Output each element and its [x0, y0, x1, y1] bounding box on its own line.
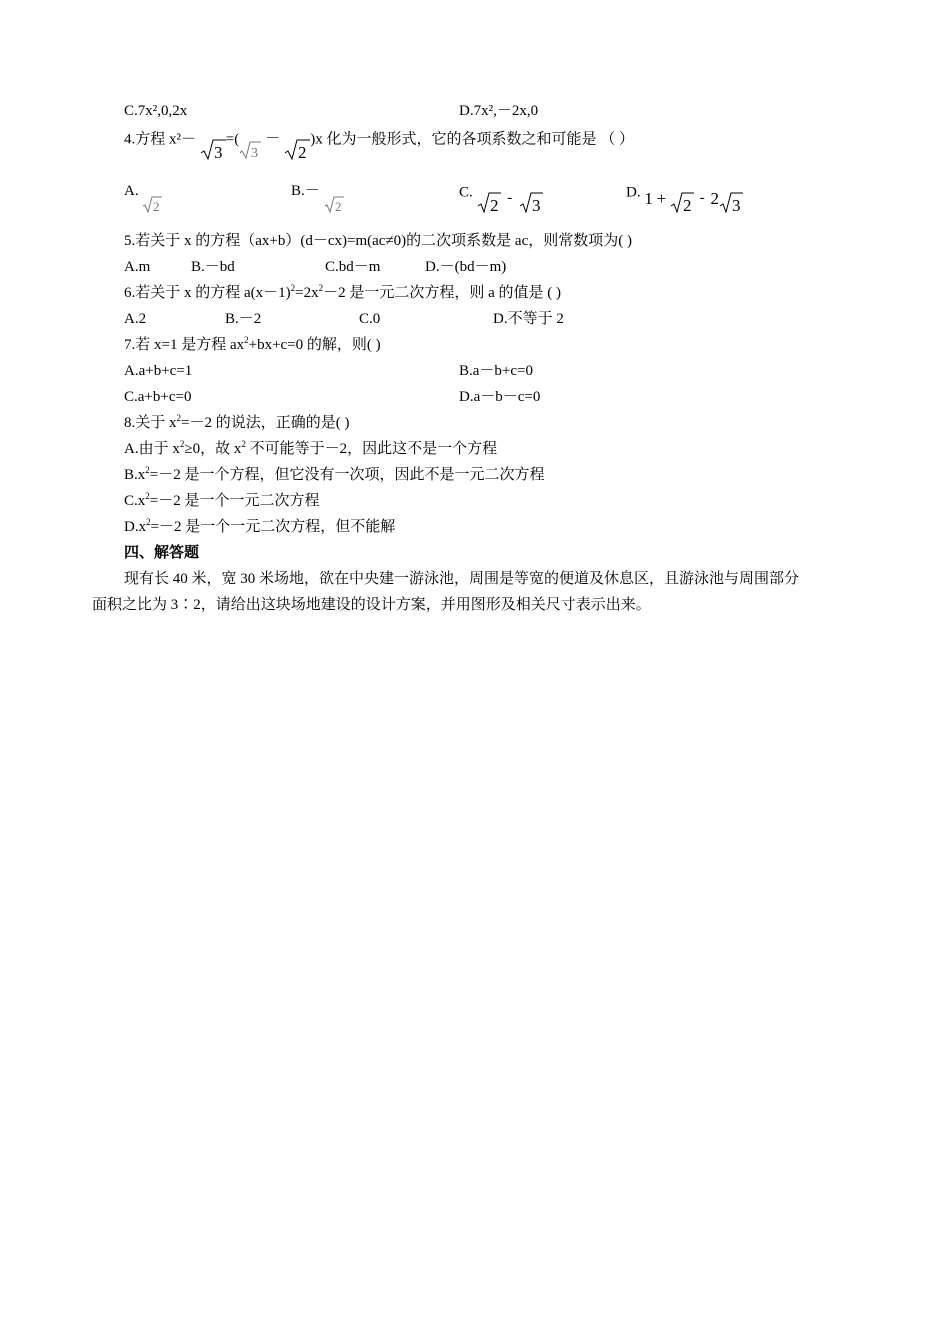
- q4-option-b-label: B.－: [291, 183, 320, 199]
- q6-stem-part-a: 6.若关于 x 的方程 a(x－1): [124, 285, 291, 301]
- problem-paragraph-line-1: 现有长 40 米，宽 30 米场地，欲在中央建一游泳池，周围是等宽的便道及休息区，且游泳池与周围部分: [124, 571, 800, 587]
- sqrt2-symbol: [477, 191, 501, 215]
- q4-stem-part-b: =(: [225, 131, 240, 148]
- q7-stem: [124, 335, 381, 355]
- q8-option-a-part-a: A.由于 x: [124, 441, 180, 457]
- q4-option-d: [626, 181, 743, 215]
- sqrt3-small-radicand: 3: [251, 146, 259, 161]
- sqrt3-radicand: 3: [532, 196, 541, 215]
- sqrt3-symbol: [519, 191, 543, 215]
- q7-option-d: D.a－b－c=0: [459, 389, 541, 405]
- q6-option-c: C.0: [359, 311, 381, 327]
- q7-option-c: C.a+b+c=0: [124, 389, 192, 405]
- q8-option-c: [124, 491, 319, 511]
- superscript-2: 2: [145, 491, 150, 501]
- q6-stem-part-b: =2x: [295, 285, 319, 301]
- q6-option-d: D.不等于 2: [493, 311, 564, 327]
- plus-sign: +: [656, 189, 667, 209]
- q5-option-c: C.bd－m: [325, 259, 381, 275]
- q8-stem: [124, 413, 349, 433]
- section-heading: 四、解答题: [124, 545, 200, 561]
- sqrt2-symbol: [284, 138, 310, 162]
- sqrt2-symbol: [670, 191, 694, 215]
- sqrt2-radicand: 2: [298, 143, 307, 162]
- q8-option-b: [124, 465, 544, 485]
- q8-option-c-part-b: =－2 是一个一元二次方程: [149, 493, 320, 509]
- q3-option-d: D.7x²,－2x,0: [459, 103, 539, 119]
- q4-stem-part-a: 4.方程 x²－: [124, 131, 196, 148]
- q4-option-c: [459, 181, 543, 215]
- q6-stem-part-c: －2 是一元二次方程，则 a 的值是 ( ): [323, 285, 562, 301]
- sqrt3-small-symbol: [239, 139, 261, 161]
- q3-option-c: C.7x²,0,2x: [124, 103, 188, 119]
- q8-option-d: [124, 517, 395, 537]
- sqrt3-symbol: [719, 191, 743, 215]
- q4-stem-part-d: )x 化为一般形式，它的各项系数之和可能是 （ ）: [310, 131, 634, 148]
- q5-stem: 5.若关于 x 的方程（ax+b）(d－cx)=m(ac≠0)的二次项系数是 ac，则常数项为( ): [124, 233, 632, 249]
- q7-option-b: B.a－b+c=0: [459, 363, 533, 379]
- q4-option-a: [124, 181, 162, 214]
- q4-option-a-label: A.: [124, 183, 139, 199]
- minus-sign: -: [699, 190, 705, 207]
- q4-option-c-label: C.: [459, 184, 473, 201]
- sqrt2-small-radicand: 2: [334, 198, 342, 214]
- q8-option-a: [124, 439, 497, 459]
- superscript-2: 2: [290, 283, 296, 293]
- q8-option-a-part-b: ≥0，故 x: [184, 441, 242, 457]
- q7-stem-part-a: 7.若 x=1 是方程 ax: [124, 337, 245, 353]
- q8-option-d-part-a: D.x: [124, 519, 147, 535]
- q6-option-b: B.－2: [225, 311, 262, 327]
- q4-stem: [124, 128, 634, 162]
- q4-option-d-label: D.: [626, 184, 641, 201]
- superscript-2: 2: [241, 439, 246, 449]
- q5-option-a: A.m: [124, 259, 151, 275]
- sqrt3-radicand: 3: [731, 196, 741, 215]
- q8-option-b-part-b: =－2 是一个方程，但它没有一次项，因此不是一元二次方程: [149, 467, 545, 483]
- q5-option-b: B.－bd: [191, 259, 235, 275]
- one-term: 1: [644, 189, 653, 209]
- q6-stem: [124, 283, 561, 303]
- sqrt2-small-symbol: [142, 194, 162, 214]
- sqrt2-radicand: 2: [682, 196, 692, 215]
- sqrt2-small-radicand: 2: [153, 198, 160, 214]
- q8-stem-part-a: 8.关于 x: [124, 415, 177, 431]
- superscript-2: 2: [146, 517, 151, 527]
- sqrt2-radicand: 2: [489, 196, 499, 215]
- q7-option-a: A.a+b+c=1: [124, 363, 193, 379]
- q7-stem-part-b: +bx+c=0 的解，则( ): [248, 337, 381, 353]
- q8-option-c-part-a: C.x: [124, 493, 146, 509]
- q6-option-a: A.2: [124, 311, 147, 327]
- problem-paragraph-line-2: 面积之比为 3∶2，请给出这块场地建设的设计方案，并用图形及相关尺寸表示出来。: [92, 597, 651, 613]
- superscript-2: 2: [179, 439, 185, 449]
- q8-stem-part-b: =－2 的说法，正确的是( ): [181, 415, 350, 431]
- superscript-2: 2: [176, 413, 182, 423]
- superscript-2: 2: [145, 465, 150, 475]
- q4-stem-part-c: －: [265, 131, 281, 148]
- superscript-2: 2: [244, 335, 249, 345]
- sqrt2-small-symbol: [324, 194, 344, 214]
- sqrt3-radicand: 3: [213, 143, 223, 162]
- minus-sign: -: [507, 190, 513, 207]
- q5-option-d: D.－(bd－m): [425, 259, 507, 275]
- q4-option-b: [291, 181, 344, 214]
- q8-option-a-part-c: 不可能等于－2，因此这不是一个方程: [245, 441, 498, 457]
- sqrt3-symbol: [200, 138, 226, 162]
- superscript-2: 2: [318, 283, 324, 293]
- q8-option-d-part-b: =－2 是一个一元二次方程，但不能解: [150, 519, 396, 535]
- coefficient-two: 2: [710, 189, 719, 209]
- q8-option-b-part-a: B.x: [124, 467, 146, 483]
